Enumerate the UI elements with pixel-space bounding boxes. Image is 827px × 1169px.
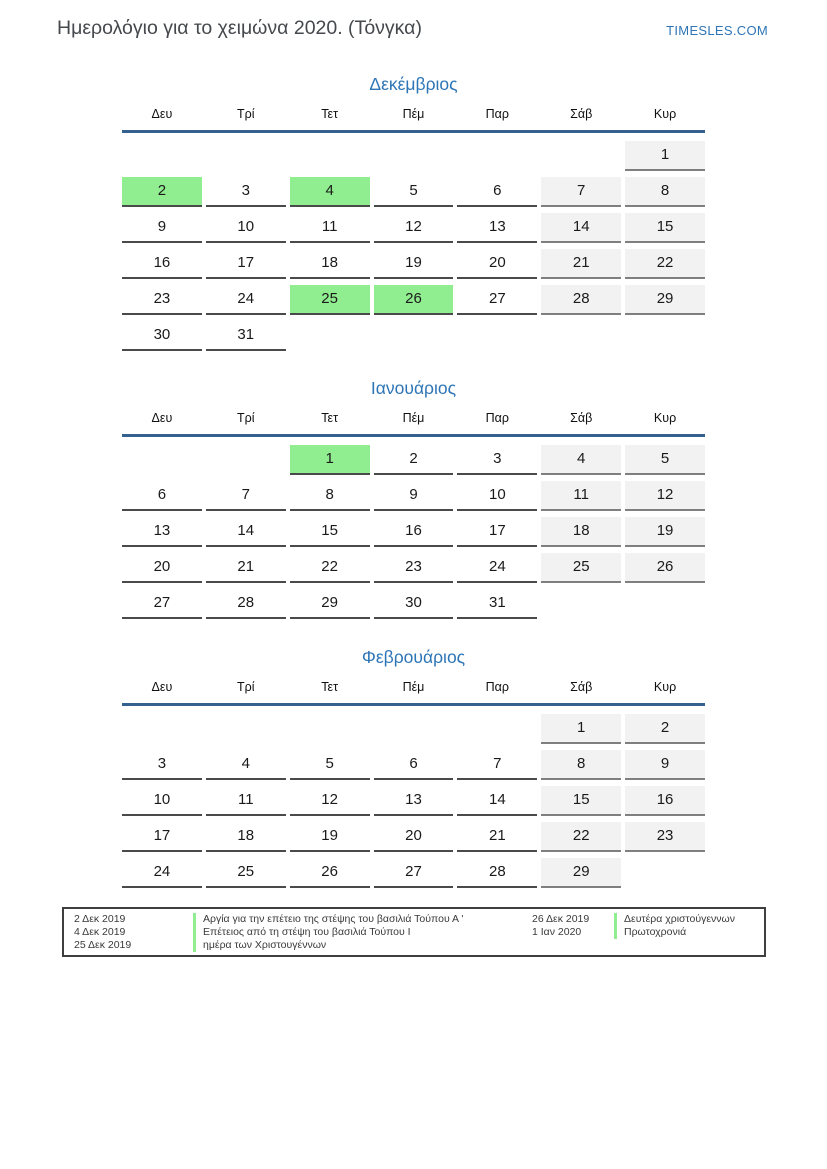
day-cell: 4	[206, 750, 286, 780]
empty-cell	[290, 141, 370, 171]
day-cell: 17	[457, 517, 537, 547]
weekday-label: Τρί	[237, 680, 255, 694]
day-cell: 29	[625, 285, 705, 315]
site-link[interactable]: TIMESLES.COM	[666, 23, 768, 38]
day-cell: 11	[541, 481, 621, 511]
weekday-header-row	[122, 411, 705, 425]
day-cell: 16	[122, 249, 202, 279]
day-cell: 14	[541, 213, 621, 243]
legend-column-left	[74, 913, 532, 952]
weekday-label: Τρί	[237, 411, 255, 425]
day-cell: 3	[457, 445, 537, 475]
empty-cell	[206, 141, 286, 171]
weekday-label: Σάβ	[570, 107, 593, 121]
day-cell: 26	[625, 553, 705, 583]
empty-cell	[122, 445, 202, 475]
empty-cell	[206, 714, 286, 744]
day-cell: 31	[457, 589, 537, 619]
day-cell: 14	[206, 517, 286, 547]
day-cell: 5	[625, 445, 705, 475]
empty-cell	[541, 589, 621, 619]
holiday-legend	[62, 907, 766, 957]
day-cell: 8	[290, 481, 370, 511]
holiday-marker-icon	[193, 926, 196, 939]
day-cell: 27	[122, 589, 202, 619]
legend-text: Επέτειος από τη στέψη του βασιλιά Τούπου Ι	[203, 926, 411, 938]
legend-row	[74, 913, 532, 926]
empty-cell	[122, 714, 202, 744]
month-february	[122, 645, 705, 888]
day-cell: 6	[122, 481, 202, 511]
empty-cell	[625, 589, 705, 619]
legend-row	[532, 926, 756, 939]
legend-text: ημέρα των Χριστουγέννων	[203, 939, 327, 951]
day-cell: 3	[122, 750, 202, 780]
day-cell: 12	[374, 213, 454, 243]
day-cell: 1	[541, 714, 621, 744]
weekday-label: Παρ	[485, 107, 510, 121]
day-cell: 28	[541, 285, 621, 315]
empty-cell	[457, 141, 537, 171]
empty-cell	[374, 141, 454, 171]
holiday-marker-icon	[614, 926, 617, 939]
day-cell: 21	[206, 553, 286, 583]
empty-cell	[290, 321, 370, 351]
day-cell: 10	[206, 213, 286, 243]
day-cell: 17	[122, 822, 202, 852]
empty-cell	[457, 321, 537, 351]
day-cell: 30	[122, 321, 202, 351]
legend-row	[74, 926, 532, 939]
day-cell: 1	[290, 445, 370, 475]
day-cell: 29	[541, 858, 621, 888]
day-cell: 12	[625, 481, 705, 511]
day-cell: 17	[206, 249, 286, 279]
day-cell: 19	[374, 249, 454, 279]
day-cell: 8	[541, 750, 621, 780]
day-cell: 26	[374, 285, 454, 315]
day-cell: 24	[206, 285, 286, 315]
legend-text: Αργία για την επέτειο της στέψης του βασιλιά Τούπου Α '	[203, 913, 464, 925]
weekday-header-row	[122, 680, 705, 694]
day-cell: 2	[122, 177, 202, 207]
day-cell: 11	[290, 213, 370, 243]
weekday-label: Παρ	[485, 680, 510, 694]
day-cell: 25	[290, 285, 370, 315]
day-cell: 28	[206, 589, 286, 619]
empty-cell	[290, 714, 370, 744]
day-cell: 22	[541, 822, 621, 852]
legend-date: 2 Δεκ 2019	[74, 913, 126, 925]
day-cell: 18	[541, 517, 621, 547]
day-cell: 9	[122, 213, 202, 243]
day-cell: 29	[290, 589, 370, 619]
legend-row	[532, 913, 756, 926]
day-cell: 23	[374, 553, 454, 583]
day-cell: 10	[457, 481, 537, 511]
day-cell: 18	[290, 249, 370, 279]
day-cell: 19	[625, 517, 705, 547]
weekday-label: Σάβ	[570, 411, 593, 425]
weekday-label: Σάβ	[570, 680, 593, 694]
month-title: Δεκέμβριος	[369, 74, 458, 94]
weeks-grid	[122, 714, 705, 888]
legend-date: 4 Δεκ 2019	[74, 926, 126, 938]
day-cell: 31	[206, 321, 286, 351]
legend-text: Πρωτοχρονιά	[624, 926, 687, 938]
day-cell: 14	[457, 786, 537, 816]
weekday-label: Τετ	[321, 107, 339, 121]
month-title: Φεβρουάριος	[361, 647, 466, 667]
day-cell: 4	[541, 445, 621, 475]
day-cell: 4	[290, 177, 370, 207]
month-december	[122, 72, 705, 351]
day-cell: 2	[374, 445, 454, 475]
day-cell: 27	[374, 858, 454, 888]
day-cell: 20	[122, 553, 202, 583]
day-cell: 7	[457, 750, 537, 780]
day-cell: 27	[457, 285, 537, 315]
day-cell: 12	[290, 786, 370, 816]
legend-text: Δευτέρα χριστούγεννων	[624, 913, 735, 925]
weeks-grid	[122, 445, 705, 619]
day-cell: 28	[457, 858, 537, 888]
day-cell: 30	[374, 589, 454, 619]
legend-row	[74, 939, 532, 952]
day-cell: 1	[625, 141, 705, 171]
day-cell: 21	[457, 822, 537, 852]
month-january	[122, 376, 705, 619]
holiday-marker-icon	[193, 913, 196, 926]
day-cell: 11	[206, 786, 286, 816]
day-cell: 19	[290, 822, 370, 852]
page-title: Ημερολόγιο για το χειμώνα 2020. (Τόνγκα)	[57, 17, 422, 39]
day-cell: 7	[206, 481, 286, 511]
legend-date: 26 Δεκ 2019	[532, 913, 590, 925]
empty-cell	[625, 321, 705, 351]
calendar-rule	[122, 434, 705, 437]
calendar-rule	[122, 703, 705, 706]
holiday-marker-icon	[614, 913, 617, 926]
day-cell: 13	[457, 213, 537, 243]
day-cell: 25	[206, 858, 286, 888]
day-cell: 15	[290, 517, 370, 547]
holiday-marker-icon	[193, 939, 196, 952]
calendar-rule	[122, 130, 705, 133]
day-cell: 7	[541, 177, 621, 207]
day-cell: 2	[625, 714, 705, 744]
legend-date: 25 Δεκ 2019	[74, 939, 132, 951]
weekday-label: Τετ	[321, 411, 339, 425]
weekday-label: Τετ	[321, 680, 339, 694]
legend-column-right	[532, 913, 756, 939]
day-cell: 24	[457, 553, 537, 583]
day-cell: 15	[625, 213, 705, 243]
weekday-label: Παρ	[485, 411, 510, 425]
day-cell: 9	[374, 481, 454, 511]
empty-cell	[457, 714, 537, 744]
weekday-label: Κυρ	[653, 680, 677, 694]
empty-cell	[122, 141, 202, 171]
day-cell: 13	[122, 517, 202, 547]
empty-cell	[374, 714, 454, 744]
day-cell: 3	[206, 177, 286, 207]
day-cell: 20	[457, 249, 537, 279]
empty-cell	[541, 321, 621, 351]
day-cell: 23	[625, 822, 705, 852]
day-cell: 16	[374, 517, 454, 547]
day-cell: 13	[374, 786, 454, 816]
weekday-label: Κυρ	[653, 411, 677, 425]
weekday-label: Δευ	[151, 411, 173, 425]
day-cell: 21	[541, 249, 621, 279]
day-cell: 22	[625, 249, 705, 279]
weekday-label: Τρί	[237, 107, 255, 121]
weekday-label: Δευ	[151, 107, 173, 121]
day-cell: 6	[374, 750, 454, 780]
empty-cell	[206, 445, 286, 475]
day-cell: 16	[625, 786, 705, 816]
day-cell: 10	[122, 786, 202, 816]
empty-cell	[625, 858, 705, 888]
month-title: Ιανουάριος	[370, 378, 457, 398]
day-cell: 8	[625, 177, 705, 207]
day-cell: 20	[374, 822, 454, 852]
weekday-label: Δευ	[151, 680, 173, 694]
empty-cell	[374, 321, 454, 351]
day-cell: 25	[541, 553, 621, 583]
empty-cell	[541, 141, 621, 171]
day-cell: 9	[625, 750, 705, 780]
weekday-label: Πέμ	[402, 107, 425, 121]
weekday-label: Πέμ	[402, 411, 425, 425]
weekday-header-row	[122, 107, 705, 121]
day-cell: 24	[122, 858, 202, 888]
legend-date: 1 Ιαν 2020	[532, 926, 582, 938]
day-cell: 26	[290, 858, 370, 888]
weeks-grid	[122, 141, 705, 351]
day-cell: 23	[122, 285, 202, 315]
day-cell: 15	[541, 786, 621, 816]
weekday-label: Κυρ	[653, 107, 677, 121]
day-cell: 5	[290, 750, 370, 780]
day-cell: 5	[374, 177, 454, 207]
day-cell: 18	[206, 822, 286, 852]
weekday-label: Πέμ	[402, 680, 425, 694]
day-cell: 6	[457, 177, 537, 207]
day-cell: 22	[290, 553, 370, 583]
